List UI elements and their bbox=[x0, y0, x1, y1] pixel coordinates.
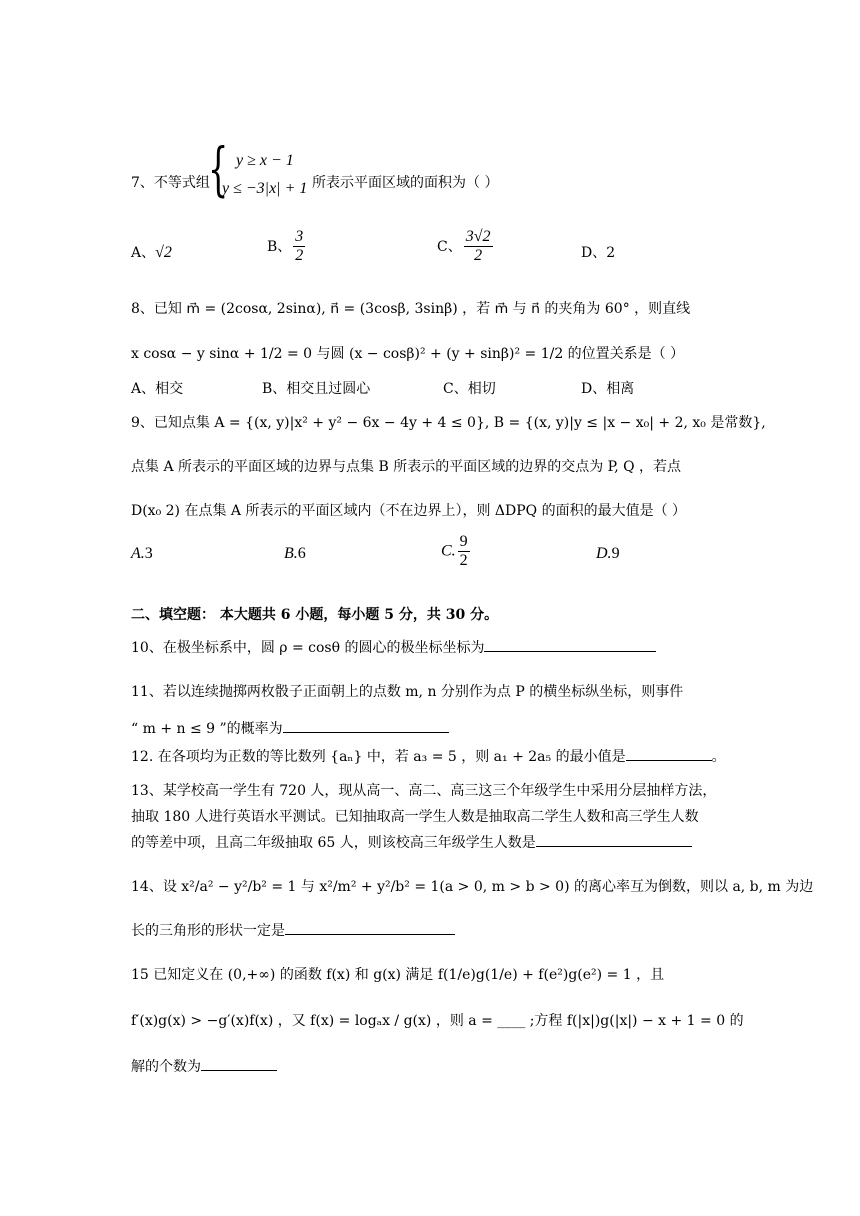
q10-text bbox=[131, 637, 656, 657]
q13-line1: 13、某学校高一学生有 720 人，现从高一、高二、高三这三个年级学生中采用分层抽样方法， bbox=[131, 783, 717, 799]
q11-answer-blank[interactable] bbox=[283, 732, 449, 733]
q14-label: 长的三角形的形状一定是 bbox=[131, 923, 285, 939]
q12-text bbox=[131, 746, 726, 766]
q8-line1: 8、已知 m⃗ = (2cosα, 2sinα), n⃗ = (3cosβ, 3sinβ) ，若 m⃗ 与 n⃗ 的夹角为 60° ，则直线 bbox=[131, 301, 691, 317]
q11-line2 bbox=[131, 718, 449, 738]
q12-label: 12. 在各项均为正数的等比数列 {aₙ} 中，若 a₃ = 5 ，则 a₁ + 2a₅ 的最小值是 bbox=[131, 749, 626, 765]
q10-label: 10、在极坐标系中，圆 ρ = cosθ 的圆心的极坐标坐标为 bbox=[131, 640, 485, 656]
q8-option-d: D、相离 bbox=[581, 381, 635, 397]
q7-option-d: D、2 bbox=[581, 245, 616, 261]
q15-line1: 15 已知定义在 (0,+∞) 的函数 f(x) 和 g(x) 满足 f(1/e)g(1/e) + f(e²)g(e²) = 1 ，且 bbox=[131, 967, 665, 983]
q15-line3 bbox=[131, 1056, 277, 1076]
q7-brace: { bbox=[208, 135, 229, 203]
q11-line1: 11、若以连续抛掷两枚骰子正面朝上的点数 m, n 分别作为点 P 的横坐标纵坐标，则事件 bbox=[131, 684, 684, 700]
q9-option-b: B.6 bbox=[284, 545, 306, 562]
q9-option-d: D.9 bbox=[596, 545, 620, 562]
q7-stem: 7、不等式组 bbox=[131, 175, 210, 191]
q8-option-b: B、相交且过圆心 bbox=[262, 381, 371, 397]
q13-label: 的等差中项，且高二年级抽取 65 人，则该校高三年级学生人数是 bbox=[131, 835, 536, 851]
q7-ineq2: y ≤ −3|x| + 1 bbox=[222, 180, 308, 197]
q11-label: “ m + n ≤ 9 ”的概率为 bbox=[131, 721, 283, 737]
q9-option-a: A.3 bbox=[131, 545, 153, 562]
q9-line2: 点集 A 所表示的平面区域的边界与点集 B 所表示的平面区域的边界的交点为 P, Q ，若点 bbox=[131, 459, 682, 475]
q15-answer-blank[interactable] bbox=[201, 1070, 277, 1071]
q14-line2 bbox=[131, 920, 455, 940]
q7-tail: 所表示平面区域的面积为（ ） bbox=[312, 175, 499, 191]
q14-line1: 14、设 x²/a² − y²/b² = 1 与 x²/m² + y²/b² = 1(a > 0, m > b > 0) 的离心率互为倒数，则以 a, b, m 为边 bbox=[131, 879, 814, 895]
q15-line2: f′(x)g(x) > −g′(x)f(x) ，又 f(x) = logₐx / g(x) ，则 a = ____ ;方程 f(|x|)g(|x|) − x + 1 = 0 的 bbox=[131, 1013, 744, 1029]
q9-line3: D(x₀ 2) 在点集 A 所表示的平面区域内（不在边界上），则 ΔDPQ 的面积的最大值是（ ） bbox=[131, 503, 687, 519]
q7-option-c: C、 $\frac{3√2}{2}$ bbox=[437, 228, 491, 265]
q10-answer-blank[interactable] bbox=[484, 651, 656, 652]
q15-label: 解的个数为 bbox=[131, 1059, 201, 1075]
q7-option-b: B、 $\frac{3}{2}$ bbox=[267, 228, 304, 265]
q9-option-c: C. $\frac{9}{2}$ bbox=[441, 533, 468, 570]
q8-line2: x cosα − y sinα + 1/2 = 0 与圆 (x − cosβ)² + (y + sinβ)² = 1/2 的位置关系是（ ） bbox=[131, 346, 685, 362]
q7-option-a: A、√2 bbox=[131, 244, 172, 261]
q14-answer-blank[interactable] bbox=[285, 934, 455, 935]
q8-option-a: A、相交 bbox=[131, 381, 184, 397]
section-2-heading: 二、填空题： 本大题共 6 小题，每小题 5 分，共 30 分。 bbox=[131, 607, 499, 623]
q13-line3 bbox=[131, 832, 692, 852]
q7-ineq1: y ≥ x − 1 bbox=[236, 152, 294, 169]
q12-end: 。 bbox=[711, 749, 726, 765]
q8-option-c: C、相切 bbox=[443, 381, 496, 397]
q13-line2: 抽取 180 人进行英语水平测试。已知抽取高一学生人数是抽取高二学生人数和高三学生人数 bbox=[131, 809, 699, 825]
q13-answer-blank[interactable] bbox=[536, 846, 692, 847]
q9-line1: 9、已知点集 A = {(x, y)|x² + y² − 6x − 4y + 4 ≤ 0}, B = {(x, y)|y ≤ |x − x₀| + 2, x₀ 是常数}, bbox=[131, 415, 766, 431]
q12-answer-blank[interactable] bbox=[626, 760, 712, 761]
